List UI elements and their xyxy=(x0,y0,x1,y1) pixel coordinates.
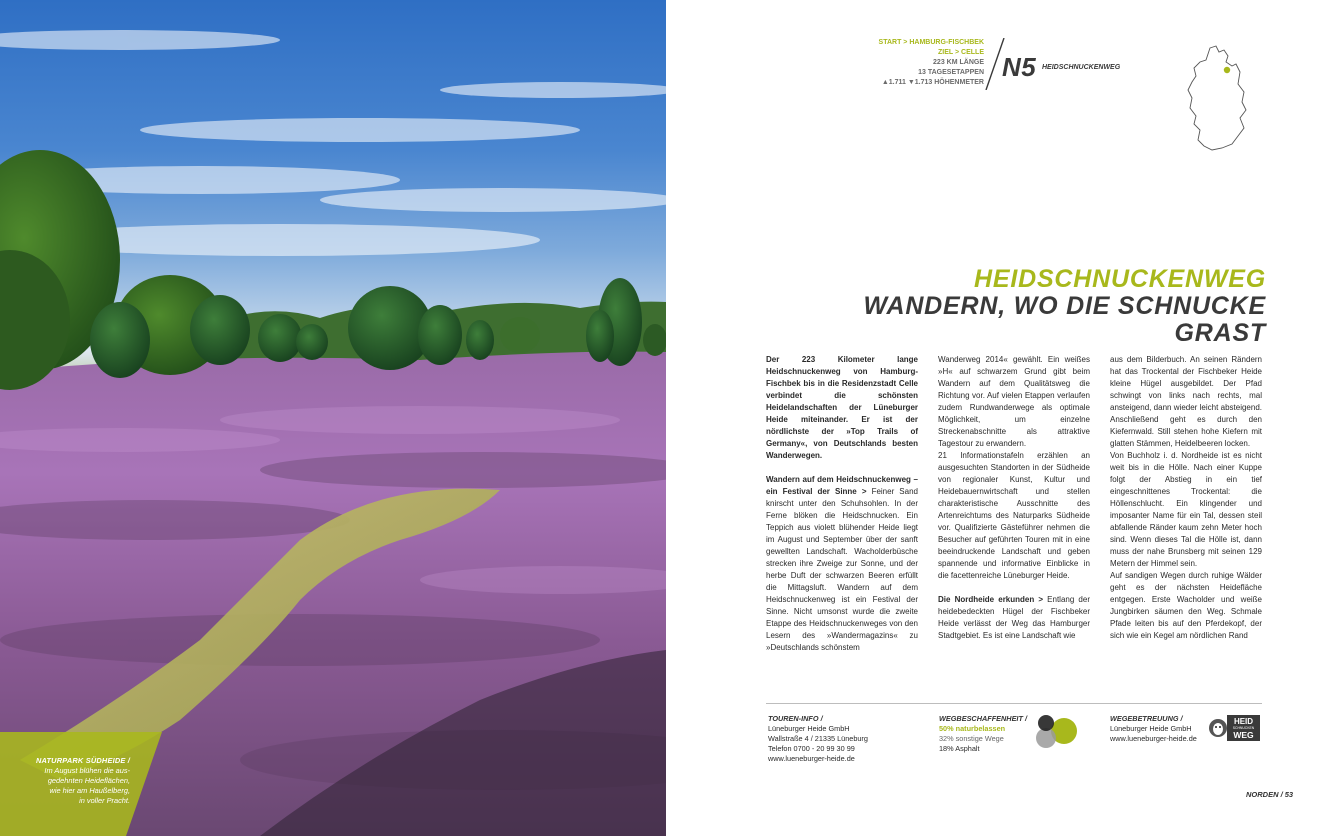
caption-line: Im August blühen die aus- xyxy=(44,766,130,775)
article-page xyxy=(666,0,1332,836)
headline-title: HEIDSCHNUCKENWEG xyxy=(974,265,1266,293)
trail-care-info xyxy=(1110,714,1220,744)
surface-natural: 50% naturbelassen xyxy=(939,724,1006,733)
intro-text: Der 223 Kilometer lange Heidschnuckenweg von Hamburg-Fischbek bis in die Residenzstadt Celle verbindet die schönsten Heidelandschaften der Lüneburger Heide miteinander. Er ist der nördlichste der »Top Trails of Germany«, von Deutschlands besten Wanderwegen. xyxy=(766,355,918,460)
route-length: 223 KM LÄNGE xyxy=(933,59,984,66)
route-elevation: ▲1.711 ▼1.713 HÖHENMETER xyxy=(881,79,984,86)
paragraph: Wanderweg 2014« gewählt. Ein weißes »H« auf schwarzem Grund gibt beim Wandern auf dem Qualitätsweg die Richtung vor. Auf vielen Etappen verlaufen zudem Rundwanderwege als optimale Möglichkeit, um einzelne Streckenabschnitte als attraktive Tagestour zu erwandern. xyxy=(938,355,1090,448)
location-marker-icon xyxy=(1224,67,1230,73)
paragraph: aus dem Bilderbuch. An seinen Rändern hat das Trockental der Fischbeker Heide kleine Hügel ausgebildet. Der Pfad schwingt von links nach rechts, mal ansteigend, dann wieder leicht absteigend. Anschließend geht es durch den Kiefernwald. Still stehen hohe Kiefern mit glatten Stämmen, Heidelbeeren locken. xyxy=(1110,355,1262,448)
trail-care-website: www.lueneburger-heide.de xyxy=(1110,734,1197,743)
article-column-2 xyxy=(938,354,1090,642)
headline-subtitle: WANDERN, WO DIE SCHNUCKE GRAST xyxy=(863,292,1266,347)
paragraph: Auf sandigen Wegen durch ruhige Wälder geht es der nächsten Heidefläche entgegen. Erste Wacholder und weiße Jungbirken säumen den Weg. Schmale Pfade leiten bis auf den Pferdekopf, der sich wie ein Kegel am nördlichen Rand xyxy=(1110,571,1262,640)
page-number: NORDEN / 53 xyxy=(1246,790,1294,799)
caption-text xyxy=(0,756,130,806)
paragraph: Entlang der heidebedeckten Hügel der Fischbeker Heide verlässt der Weg das Hamburger Stadtgebiet. Es ist eine Landschaft wie xyxy=(938,595,1090,640)
section-lead: Wandern auf dem Heidschnuckenweg – ein Festival der Sinne > xyxy=(766,475,918,496)
caption-line: gedehnten Heideflächen, xyxy=(47,776,130,785)
logo-text-bottom: WEG xyxy=(1233,730,1254,740)
surface-other: 32% sonstige Wege xyxy=(939,734,1004,743)
tour-info xyxy=(768,714,928,764)
tour-info-line: Lüneburger Heide GmbH xyxy=(768,724,850,733)
headline xyxy=(766,266,1266,347)
route-end: ZIEL > CELLE xyxy=(938,49,984,56)
paragraph: Von Buchholz i. d. Nordheide ist es nicht weit bis in die Hölle. Nach einer Kuppe folgt der Abstieg in ein tief eingeschnittenes Trockental: die Höllenschlucht. Ein klingender und imposanter Name für ein Tal, dessen steil abfallende Ränder kaum zehn Meter hoch sind. Wenn dieses Tal die Hölle ist, dann muss der nahe Brunsberg mit seinen 129 Metern der Himmel sein. xyxy=(1110,451,1262,568)
tour-info-title: TOUREN-INFO / xyxy=(768,714,823,723)
tour-info-website: www.lueneburger-heide.de xyxy=(768,754,855,763)
germany-map-icon xyxy=(1186,44,1248,154)
logo-text-mid: SCHNUCKEN xyxy=(1232,726,1255,730)
section-lead: Die Nordheide erkunden > xyxy=(938,595,1044,604)
caption-line: in voller Pracht. xyxy=(79,796,130,805)
route-stages: 13 TAGESETAPPEN xyxy=(918,69,984,76)
divider xyxy=(766,703,1262,704)
surface-info-title: WEGBESCHAFFENHEIT / xyxy=(939,714,1027,723)
article-column-3 xyxy=(1110,354,1262,642)
trail-care-line: Lüneburger Heide GmbH xyxy=(1110,724,1192,733)
photo-caption xyxy=(0,732,162,836)
route-info xyxy=(856,38,984,88)
tour-info-line: Wallstraße 4 / 21335 Lüneburg xyxy=(768,734,868,743)
paragraph: Feiner Sand knirscht unter den Schuhsohlen. In der Ferne blöken die Heidschnucken. Ein Teppich aus violett blühender Heide liegt im August und September über der sanft gewellten Landschaft. Wacholderbüsche strecken ihre Zweige zur Sonne, und der herbe Duft der schwarzen Beeren erfüllt die Mittagsluft. Wandern auf dem Heidschnuckenweg ist ein Festival der Sinne. Nicht umsonst wurde die zweite Etappe des Heidschnuckenweges von den Lesern des »Wandermagazins« zu »Deutschlands schönstem xyxy=(766,487,918,652)
caption-line: wie hier am Haußelberg, xyxy=(49,786,130,795)
surface-venn-icon xyxy=(1032,712,1082,752)
route-code: N5 xyxy=(1002,52,1037,82)
surface-asphalt: 18% Asphalt xyxy=(939,744,980,753)
paragraph: 21 Informationstafeln erzählen an ausgesuchten Standorten in der Südheide von regionaler Kunst, Kultur und Heidebauernwirtschaft und stellen charakteristische Ausschnitte des Artenreichtums des Naturparks Südheide vor. Qualifizierte Gästeführer nehmen die Besucher auf geführten Touren mit in eine beeindruckende Landschaft und geben spannende und informative Einblicke in die facettenreiche Lüneburger Heide. xyxy=(938,451,1090,580)
heidschnuckenweg-logo xyxy=(1209,712,1261,744)
tour-info-line: Telefon 0700 - 20 99 30 99 xyxy=(768,744,855,753)
route-name: HEIDSCHNUCKENWEG xyxy=(1042,64,1121,71)
caption-title: NATURPARK SÜDHEIDE / xyxy=(35,756,130,765)
article-column-1 xyxy=(766,354,918,654)
trail-care-title: WEGEBETREUUNG / xyxy=(1110,714,1183,723)
logo-text-top: HEID xyxy=(1233,717,1254,726)
article-columns xyxy=(766,354,1262,700)
route-start: START > HAMBURG-FISCHBEK xyxy=(878,39,984,46)
